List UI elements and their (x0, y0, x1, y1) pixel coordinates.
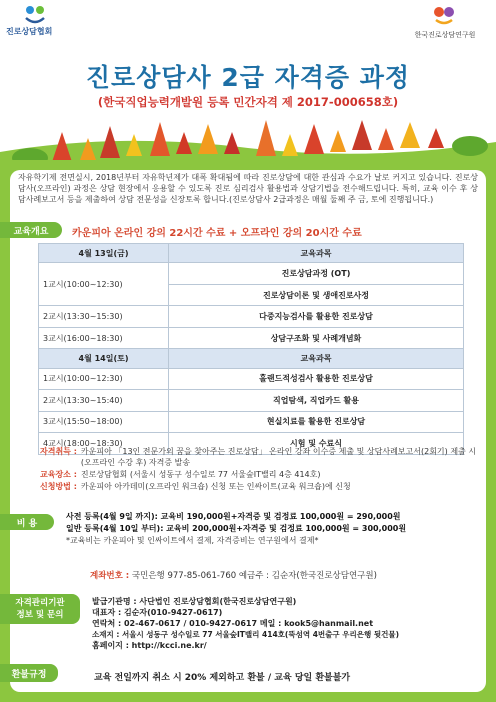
table-row (39, 411, 464, 433)
account-value: 국민은행 977-85-061-760 예금주 : 김순자(한국진로상담연구원) (131, 571, 377, 581)
table-row (39, 368, 464, 390)
logo-right (400, 4, 490, 44)
fee-general: 일반 등록(4월 10일 부터): 교육비 200,000원+자격증 및 검정료 100,000원 = 300,000원 (66, 524, 407, 533)
table-header-day1 (39, 244, 464, 263)
account-info (90, 569, 377, 581)
association-logo-icon (24, 4, 46, 24)
refund-text: 교육 전일까지 취소 시 20% 제외하고 환불 / 교육 당일 환불불가 (94, 673, 351, 683)
info-row-cert (40, 446, 480, 468)
table-row (39, 263, 464, 285)
contact-address: 소재지 : 서울시 성동구 성수일로 77 서울숲IT밸리 414호(뚝섬역 4번출구 우리은행 뒷건물) (92, 630, 400, 639)
subject-cell: 현실치료를 활용한 진로상담 (169, 411, 464, 433)
contact-rep: 대표자 : 김순자(010-9427-0617) (92, 608, 223, 617)
subject-cell: 다중지능검사를 활용한 진로상담 (169, 306, 464, 328)
date-day2: 4월 14일(토) (39, 349, 169, 368)
page-subtitle: (한국직업능력개발원 등록 민간자격 제 2017-000658호) (97, 95, 399, 109)
subject-cell: 홀랜드적성검사 활용한 진로상담 (169, 368, 464, 390)
fee-early: 사전 등록(4월 9일 까지): 교육비 190,000원+자격증 및 검정료 100,000원 = 290,000원 (66, 512, 401, 521)
time-cell: 3교시(15:50~18:00) (39, 411, 169, 433)
date-day1: 4월 13일(금) (39, 244, 169, 263)
contact-org: 발급기관명 : 사단법인 진로상담협회(한국진로상담연구원) (92, 597, 297, 606)
fee-label: 비 용 (0, 514, 54, 530)
org-right-name: 한국진로상담연구원 (414, 31, 476, 39)
contact-section (92, 596, 482, 651)
info-row-place (40, 469, 480, 480)
subject-cell: 진로상담이론 및 생애진로사정 (169, 284, 464, 306)
org-left-name: 진로상담협회 (6, 27, 53, 36)
table-row (39, 306, 464, 328)
info-section (40, 446, 480, 493)
table-header-day2 (39, 349, 464, 368)
overview-label: 교육개요 (0, 222, 62, 238)
account-key: 계좌번호 : (90, 571, 130, 581)
info-row-apply (40, 481, 480, 492)
time-cell: 2교시(13:30~15:30) (39, 306, 169, 328)
refund-label: 환불규정 (0, 664, 58, 682)
col-subject: 교육과목 (169, 349, 464, 368)
fee-note: *교육비는 카운피아 및 인싸이트에서 결제, 자격증비는 연구원에서 결제* (66, 536, 319, 545)
time-cell: 1교시(10:00~12:30) (39, 263, 169, 306)
cert-value: 카운피아 「13인 전문가의 꿈을 찾아주는 진로상담」 온라인 강좌 이수증 제출 및 상담사례보고서(2회기) 제출 시(오프라인 수강 후) 자격증 발송 (80, 447, 477, 467)
time-cell: 2교시(13:30~15:40) (39, 390, 169, 412)
cert-key: 자격취득 : (40, 447, 77, 456)
place-key: 교육장소 : (40, 470, 77, 479)
table-row (39, 390, 464, 412)
subject-cell: 상담구조화 및 사례개념화 (169, 327, 464, 349)
subject-cell: 직업탐색, 직업카드 활용 (169, 390, 464, 412)
page-title: 진로상담사 2급 자격증 과정 (85, 63, 411, 92)
table-row (39, 327, 464, 349)
contact-label: 자격관리기관 정보 및 문의 (0, 594, 80, 624)
contact-homepage[interactable]: 홈페이지 : http://kcci.ne.kr/ (92, 641, 207, 650)
col-subject: 교육과목 (169, 244, 464, 263)
time-cell: 3교시(16:00~18:30) (39, 327, 169, 349)
subject-cell: 시험 및 수료식 (169, 433, 464, 455)
fee-section (66, 511, 486, 547)
place-value: 진로상담협회 (서울시 성동구 성수일로 77 서울숲IT밸리 4층 414호) (80, 470, 321, 479)
time-cell: 1교시(10:00~12:30) (39, 368, 169, 390)
institute-logo-icon (432, 4, 456, 26)
contact-phone: 연락처 : 02-467-0617 / 010-9427-0617 메일 : kook5@hanmail.net (92, 619, 374, 628)
apply-key: 신청방법 : (40, 482, 77, 491)
intro-text: 자유학기제 전면실시, 2018년부터 자유학년제가 대폭 확대됨에 따라 진로상담에 대한 관심과 수요가 날로 커지고 있습니다. 진로상담사(오프라인) 과정은 상담 현장에서 응용할 수 있도록 진로 심리검사 활용법과 상담기법을 전수해드립니다. 특히, 교육 이수 후 상담사례보고서 등을 제출하여 상담 전문성을 신장토록 합니다.(진로상담사 2급과정은 매월 둘째 주 금, 토에 진행됩니다.) (18, 173, 478, 204)
schedule-table (38, 243, 464, 455)
apply-value: 카운피아 아카데미(오프라인 워크숍) 신청 또는 인싸이트(교육 워크숍)에 신청 (80, 482, 351, 491)
logo-left (6, 4, 86, 44)
subject-cell: 진로상담과정 (OT) (169, 263, 464, 285)
time-cell: 4교시(18:00~18:30) (39, 433, 169, 455)
overview-text: 카운피아 온라인 강의 22시간 수료 + 오프라인 강의 20시간 수료 (72, 228, 362, 239)
